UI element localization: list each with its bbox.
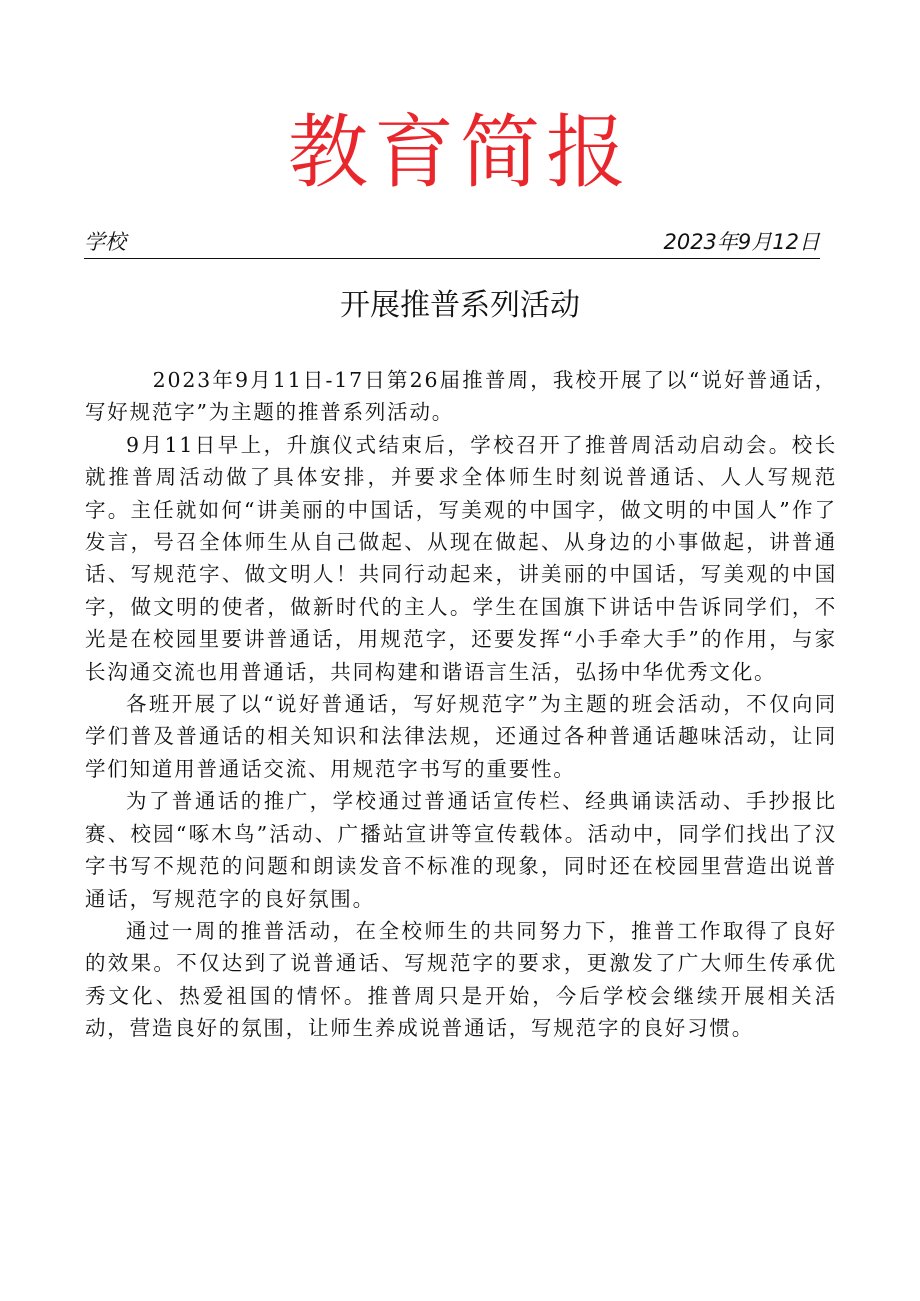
- paragraph: 通过一周的推普活动，在全校师生的共同努力下，推普工作取得了良好的效果。不仅达到了说普通话、写规范字的要求，更激发了广大师生传承优秀文化、热爱祖国的情怀。推普周只是开始，今后学校会继续开展相关活动，营造良好的氛围，让师生养成说普通话，写规范字的良好习惯。: [85, 918, 837, 1041]
- paragraph: 各班开展了以“说好普通话，写好规范字”为主题的班会活动，不仅向同学们普及普通话的相关知识和法律法规，还通过各种普通话趣味活动，让同学们知道用普通话交流、用规范字书写的重要性。: [85, 692, 837, 781]
- info-bar: [84, 228, 820, 259]
- article-body: [85, 364, 837, 1045]
- paragraph: 2023年9月11日-17日第26届推普周，我校开展了以“说好普通话，写好规范字”为主题的推普系列活动。: [85, 368, 837, 425]
- paragraph: 9月11日早上，升旗仪式结束后，学校召开了推普周活动启动会。校长就推普周活动做了具体安排，并要求全体师生时刻说普通话、人人写规范字。主任就如何“讲美丽的中国话，写美观的中国字，做文明的中国人”作了发言，号召全体师生从自己做起、从现在做起、从身边的小事做起，讲普通话、写规范字、做文明人！共同行动起来，讲美丽的中国话，写美观的中国字，做文明的使者，做新时代的主人。学生在国旗下讲话中告诉同学们，不光是在校园里要讲普通话，用规范字，还要发挥“小手牵大手”的作用，与家长沟通交流也用普通话，共同构建和谐语言生活，弘扬中华优秀文化。: [85, 432, 837, 684]
- article-title: 开展推普系列活动: [340, 288, 580, 323]
- masthead-title: 教育简报: [288, 106, 632, 199]
- school-label: 学校: [84, 230, 126, 254]
- paragraph: 为了普通话的推广，学校通过普通话宣传栏、经典诵读活动、手抄报比赛、校园“啄木鸟”活动、广播站宣讲等宣传载体。活动中，同学们找出了汉字书写不规范的问题和朗读发音不标准的现象，同时还在校园里营造出说普通话，写规范字的良好氛围。: [85, 789, 837, 911]
- issue-date: 2023年9月12日: [663, 230, 820, 254]
